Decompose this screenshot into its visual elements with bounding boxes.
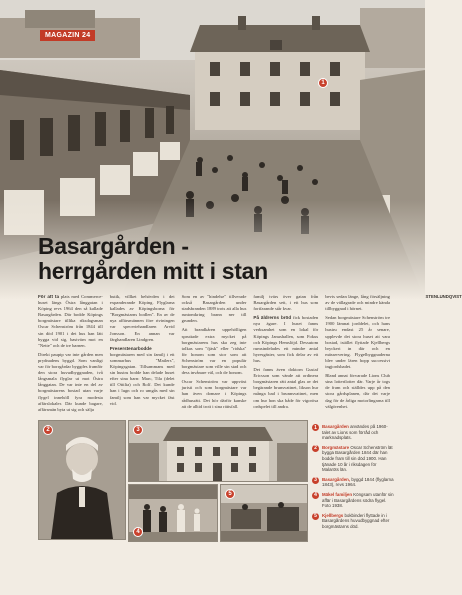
- photo-captions: [312, 424, 394, 534]
- caption-number: 3: [312, 477, 319, 484]
- title-line-1: Basargården -: [38, 233, 189, 259]
- caption-number: 1: [312, 424, 319, 431]
- family-photo: [128, 484, 218, 542]
- caption-body: Köngsam utanför sin affär i Basargårdens södra flygel. Foto 1938.: [322, 491, 394, 509]
- paragraph-text: familj tvärs över gatan från Basargården sett, i ett hus som fortfarande står kvar.: [253, 294, 319, 312]
- article-title: [38, 234, 268, 284]
- caption-text: [322, 513, 394, 530]
- body-paragraph: [110, 346, 175, 407]
- caption-number: 2: [312, 445, 319, 452]
- body-paragraph: [253, 294, 318, 312]
- paragraph-lead: På äldrerns bröd: [253, 315, 292, 321]
- title-line-2: herrgården mitt i stan: [38, 258, 268, 284]
- body-paragraph: [110, 294, 175, 343]
- caption-number: 5: [312, 513, 319, 520]
- caption-head: Basargården: [322, 424, 349, 429]
- photo-marker-3: 3: [133, 425, 143, 435]
- paragraph-text: Bland annat förvarade Lions Club sina lotterilotter där. Varje år togs de fram och ställdes upp på den stora gårdsplanen, där det varje dag för de årliga motorlingarna till välgörenhet.: [325, 373, 390, 409]
- caption-head: Kjellbergs: [322, 512, 344, 518]
- caption-item: [312, 424, 394, 441]
- portrait-photo: [38, 420, 126, 540]
- body-paragraph: [325, 315, 390, 370]
- caption-head: Borgmästare: [322, 444, 350, 450]
- caption-body: byggd 1844 (flyglarna 1843), revs 1964.: [322, 476, 394, 488]
- paragraph-text: Det fanns även doktorn Gustaf Ericsson som vände att ordinera borgmästaren rätt antal glas av det begärande brunsvattnet, likson hur många bad i brunnsvattnet, men om hur hon ska både för vigorösa ordspelet till andra.: [253, 367, 319, 409]
- paragraph-text: Sedan borgmästare Schenström tre 1900 lämnat jorddelet, och hans hustru endast 25 år senare, upplevde det stora huset att vara bostad, istället flyttade Kjellbergs bryckeri in där och en mässervering. Flygelbyggnaderna blev under lären hopp successivt ingjordsbadet.: [325, 315, 390, 370]
- body-paragraph: [253, 367, 318, 410]
- paragraph-text: butik, villket behövden i det expanderande Köping. Flyglarna kallades av Köpingsborna för "Borgmästarns bodlen". En av de nya affärsmännen före riviningen var speceriehandlaren Arvid Jonsson. En annan var färghandlaren Lindgren.: [109, 294, 175, 342]
- body-paragraph: [253, 315, 318, 364]
- caption-number: 4: [312, 492, 319, 499]
- building-photo: [128, 420, 308, 482]
- caption-text: [322, 492, 394, 509]
- author-signature: STENLUNDQVIST: [425, 294, 462, 299]
- caption-text: [322, 445, 394, 473]
- caption-head: Mäkel familjen: [322, 491, 353, 497]
- paragraph-lead: För att ta: [38, 294, 60, 299]
- paragraph-text: fick bostaden nya ägare. I huset fanns verksamhet som en lokal för Köpings Janushallen, som Fokus och Köpings Hemslöjd. Dessutom rumsindelades ett mindre antal hyresgäster, som fick delar av ett hus.: [253, 315, 319, 363]
- caption-body: Oscar Schenström lät bygga Basargården 1844 där han bodde fram till sin död 1900. Han tjänade 10 år i riksdagen för Malaröts län.: [322, 444, 393, 473]
- caption-item: [312, 445, 394, 473]
- paragraph-text: plats med Commerce-huset längs Östra långgatan i Köping revs 1964 den så kallade Basargården. Där bodde Köpings borgmästare tillika riksdagsman Oscar Schenström från 1844 till sin död 1901 i det hus han lätt bygga vid sig, bastvärn mot en "Nette" och de tre barnen.: [38, 294, 103, 348]
- article-body: [38, 294, 462, 416]
- paragraph-text: Som en av "hindelse" tillverade också Basargården under stadsbranden 1889 trots att alla hus runtomkring brann ner till grunden.: [181, 294, 247, 324]
- body-paragraph: [182, 327, 247, 376]
- paragraph-text: Oscar Schenström var uppväxt juristi och som borgmästare var han även domare i Köpings rådhusrätt. Det hör därför kanske att de alltid trott i sina rättsfall.: [181, 379, 247, 409]
- caption-body: användes på 1960-talet av Lions som förråd och marknadsplats.: [322, 424, 388, 441]
- paragraph-lead: Preserstenarbodde: [109, 345, 152, 351]
- caption-text: [322, 477, 394, 488]
- portrait-illustration: [39, 421, 125, 539]
- body-paragraph: [325, 294, 390, 312]
- caption-head: Basargården,: [322, 476, 351, 482]
- caption-item: [312, 477, 394, 488]
- body-paragraph: [182, 379, 247, 409]
- caption-item: [312, 492, 394, 509]
- paragraph-text: borgmästaren med sin familj i ett sommarhus "Matlers", Köpingsgatan. Tillsammans med sin hustru bodde han delade huset efter sina barn: Marc, Tila (delet till Ottilia) och Rolf. Det kunde han i lugn och ro umgås med sin familj som han var mycket fäst vid.: [109, 351, 175, 406]
- photo-marker-4: 4: [133, 527, 143, 537]
- caption-item: [312, 513, 394, 530]
- building-illustration: [129, 421, 307, 481]
- paragraph-text: Direkt paupip var inte gården men prydnadens byggd. Som vanligt var för borrgårdar byggdes framför den stora huvudbyggnaden, två långsmala flyglar ut mot Östra långgatan. De var inte en del av borgmästarens bostad utan varje flygel innehöll fyra modesta affärslokaler. Där kunde bagare, affärsmän byta ut sig och sälja: [38, 351, 103, 412]
- photo-marker-2: 2: [43, 425, 53, 435]
- photo-marker-5: 5: [225, 489, 235, 499]
- photo-marker-1: 1: [318, 78, 328, 88]
- paragraph-text: bevis sedan länge, lång försäljning av de vällagrade och mindre kända tillbyggnad i hörnet.: [325, 294, 390, 312]
- magazine-tag: MAGAZIN 24: [40, 30, 95, 41]
- caption-text: [322, 424, 394, 441]
- body-paragraph: [182, 294, 247, 324]
- bindery-photo: [220, 484, 308, 542]
- paragraph-text: Att brandkåren uppehölligen spruttade extra mycket på borgmästarens hus ska zeg inte tolkas som "fjäsk" eller "ridska" för honom som stor som att Schenström var en populär borgmästare som ville sin stad och dess invånare väl, och de honom.: [181, 327, 247, 376]
- caption-body: bokbinderi flyttade in i Basargårdens huvudbyggnad efter borgmästarns död.: [322, 512, 390, 529]
- body-paragraph: [38, 352, 103, 413]
- body-paragraph: [325, 373, 390, 410]
- body-paragraph: [38, 294, 103, 349]
